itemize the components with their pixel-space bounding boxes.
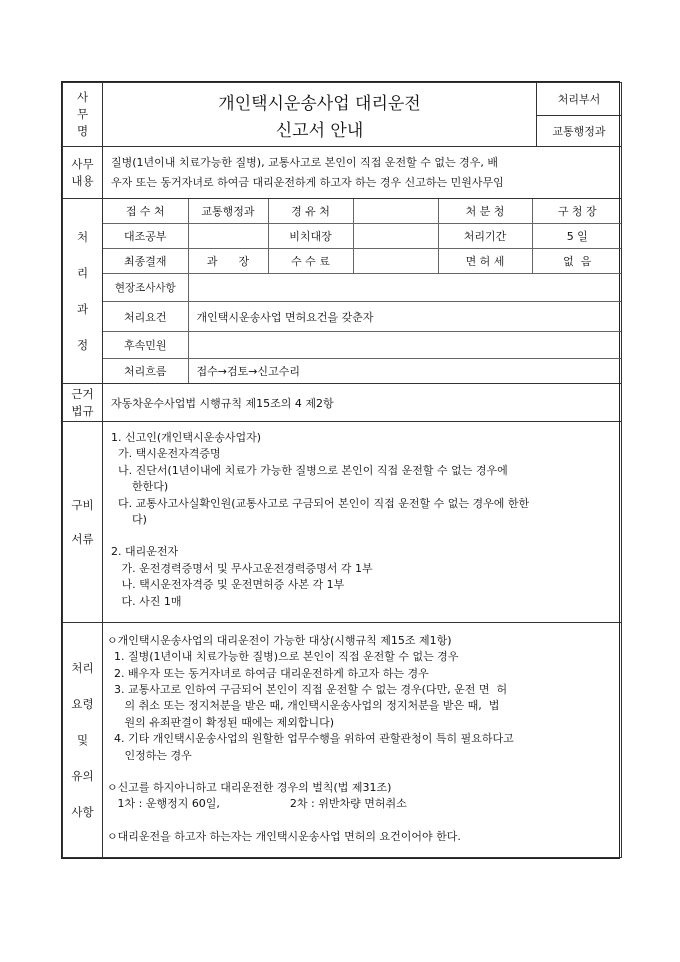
dept-label: 처리부서 <box>537 83 622 116</box>
note-line: 3. 교통사고로 인하여 구금되어 본인이 직접 운전할 수 없는 경우(다만, 운전 면 허 <box>107 682 508 696</box>
documents-label: 구비 서류 <box>63 422 103 623</box>
via-value <box>353 199 438 224</box>
dept-value: 교통행정과 <box>537 116 622 147</box>
duty-content: 질병(1년이내 치료가능한 질병), 교통사고로 본인이 직접 운전할 수 없는 경우, 배 우자 또는 동거자녀로 하여금 대리운전하게 하고자 하는 경우 신고하는 민원사무임 <box>103 147 622 199</box>
document-line: 가. 택시운전자격증명 <box>111 447 221 461</box>
note-line: 원의 유죄판결이 확정된 때에는 제외합니다) <box>107 715 335 729</box>
period-label: 처리기간 <box>438 224 532 249</box>
fee-label: 수 수 료 <box>268 249 353 274</box>
document-line: 나. 진단서(1년이내에 치료가 가능한 질병으로 본인이 직접 운전할 수 없는 경우에 <box>111 463 508 477</box>
title-line2: 신고서 안내 <box>103 116 537 147</box>
period-value: 5 일 <box>532 224 622 249</box>
flow-value: 접수→검토→신고수리 <box>188 359 622 384</box>
note-line: ㅇ개인택시운송사업의 대리운전이 가능한 대상(시행규칙 제15조 제1항) <box>107 633 452 647</box>
note-line: ㅇ신고를 하지아니하고 대리운전한 경우의 벌칙(법 제31조) <box>107 781 392 795</box>
follow-up-value <box>188 332 622 359</box>
fee-value <box>353 249 438 274</box>
tax-label: 면 허 세 <box>438 249 532 274</box>
handle-value: 구 청 장 <box>532 199 622 224</box>
notice-document <box>61 81 620 859</box>
receive-value: 교통행정과 <box>188 199 268 224</box>
note-line: 1차 : 운행정지 60일, 2차 : 위반차량 면허취소 <box>107 797 407 811</box>
site-inspection-label: 현장조사사항 <box>103 274 188 302</box>
note-line: 2. 배우자 또는 동거자녀로 하여금 대리운전하게 하고자 하는 경우 <box>107 666 429 680</box>
notes-list <box>107 633 621 845</box>
note-line: 4. 기타 개인택시운송사업의 원할한 업무수행을 위하여 관할관청이 특히 필요하다고 <box>107 732 514 746</box>
site-inspection-value <box>188 274 622 302</box>
note-line: ㅇ대리운전을 하고자 하는자는 개인택시운송사업 면허의 요건이어야 한다. <box>107 829 461 843</box>
ledger-label: 대조공부 <box>103 224 188 249</box>
via-label: 경 유 처 <box>268 199 353 224</box>
law-value: 자동차운수사업법 시행규칙 제15조의 4 제2항 <box>103 384 622 422</box>
receive-label: 접 수 처 <box>103 199 188 224</box>
documents-list <box>111 430 621 610</box>
tax-value: 없 음 <box>532 249 622 274</box>
document-line: 2. 대리운전자 <box>111 545 179 559</box>
note-line: 인정하는 경우 <box>107 748 192 762</box>
keep-value <box>353 224 438 249</box>
process-label: 처 리 과 정 <box>63 199 103 384</box>
requirement-label: 처리요건 <box>103 302 188 332</box>
follow-up-label: 후속민원 <box>103 332 188 359</box>
final-approval-value: 과 장 <box>188 249 268 274</box>
document-line <box>111 528 621 544</box>
note-line <box>107 813 621 829</box>
document-line: 다) <box>111 513 147 526</box>
keep-label: 비치대장 <box>268 224 353 249</box>
flow-label: 처리흐름 <box>103 359 188 384</box>
document-line: 다. 사진 1매 <box>111 594 182 608</box>
document-line: 가. 운전경력증명서 및 무사고운전경력증명서 각 1부 <box>111 561 373 575</box>
law-label: 근거 법규 <box>63 384 103 422</box>
title-line1: 개인택시운송사업 대리운전 <box>103 83 537 116</box>
office-name-label: 사 무 명 <box>63 83 103 147</box>
notice-table <box>62 82 622 858</box>
notes-label: 처리 요령 및 유의 사항 <box>63 623 103 858</box>
documents-content <box>103 422 622 623</box>
document-line: 한한다) <box>111 480 169 494</box>
process-grid <box>103 199 622 383</box>
note-line: 1. 질병(1년이내 치료가능한 질병)으로 본인이 직접 운전할 수 없는 경우 <box>107 650 459 664</box>
process-grid-cell <box>103 199 622 384</box>
ledger-value <box>188 224 268 249</box>
note-line <box>107 764 621 780</box>
duty-label: 사무 내용 <box>63 147 103 199</box>
document-line: 1. 신고인(개인택시운송사업자) <box>111 430 262 444</box>
notes-content <box>103 623 622 858</box>
document-line: 다. 교통사고사실확인원(교통사고로 구금되어 본인이 직접 운전할 수 없는 경우에 한한 <box>111 496 530 510</box>
requirement-value: 개인택시운송사업 면허요건을 갖춘자 <box>188 302 622 332</box>
handle-label: 처 분 청 <box>438 199 532 224</box>
document-line: 나. 택시운전자격증 및 운전면허증 사본 각 1부 <box>111 578 345 592</box>
note-line: 의 취소 또는 정지처분을 받은 때, 개인택시운송사업의 정지처분을 받은 때, 법 <box>107 699 500 713</box>
final-approval-label: 최종결재 <box>103 249 188 274</box>
